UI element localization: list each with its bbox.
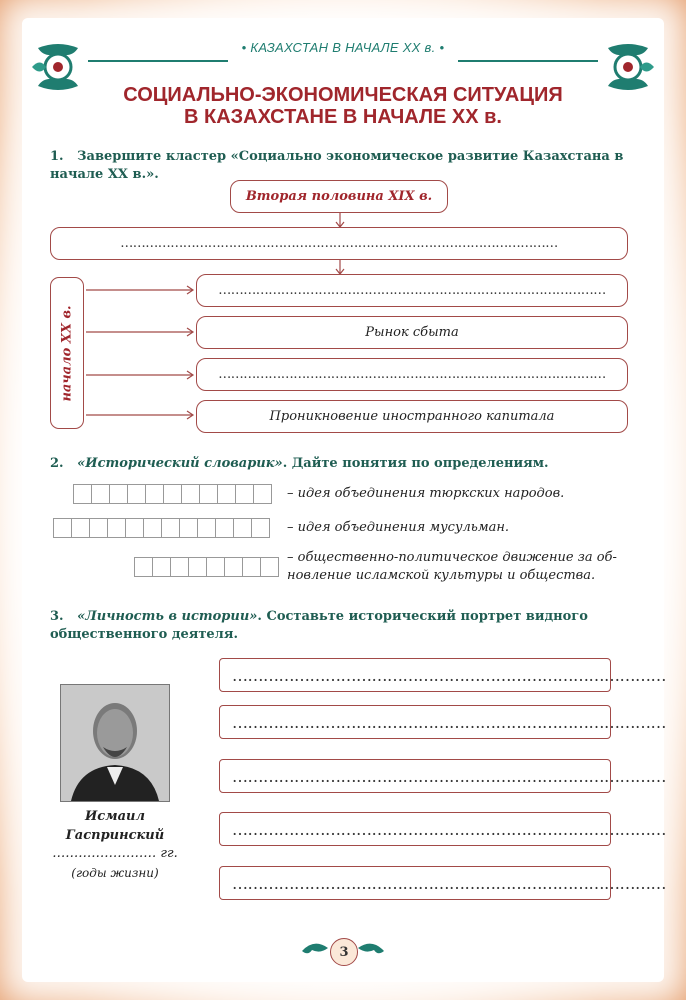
task2-prompt: [50, 455, 640, 473]
letter-cell[interactable]: [197, 518, 216, 538]
letter-cell[interactable]: [53, 518, 72, 538]
answer-line-4[interactable]: [219, 812, 666, 846]
cluster-item-1-text: …………………………………………………………………………………: [218, 283, 606, 298]
letter-cell[interactable]: [217, 484, 236, 504]
title-line-2: В КАЗАХСТАНЕ В НАЧАЛЕ XX в.: [183, 106, 502, 128]
task3-text: . Составьте исторический портрет видного общественного деятеля.: [50, 609, 588, 642]
definition-2: – идея объединения мусульман.: [287, 520, 510, 535]
task2-number: 2.: [50, 456, 64, 471]
letter-grid-2[interactable]: [54, 518, 270, 538]
arrow-down-icon: [334, 259, 346, 275]
task1-number: 1.: [50, 149, 64, 164]
letter-cell[interactable]: [199, 484, 218, 504]
header-rule-left: [88, 60, 228, 62]
letter-cell[interactable]: [170, 557, 189, 577]
connector-arrows-icon: [84, 282, 198, 422]
definition-3-line2: новление исламской культуры и общества.: [287, 568, 596, 583]
portrait-years-note: (годы жизни): [71, 866, 159, 880]
cluster-item-3-text: …………………………………………………………………………………: [218, 367, 606, 382]
letter-cell[interactable]: [215, 518, 234, 538]
letter-grid-1[interactable]: [74, 484, 272, 504]
cluster-item-4: [196, 400, 628, 433]
portrait-photo: [60, 684, 170, 802]
letter-cell[interactable]: [260, 557, 279, 577]
side-label-container: [50, 277, 84, 429]
letter-cell[interactable]: [233, 518, 252, 538]
letter-cell[interactable]: [145, 484, 164, 504]
letter-cell[interactable]: [89, 518, 108, 538]
task1-prompt: [50, 148, 640, 184]
answer-line-1-text: …………………………………………………………………………: [232, 665, 666, 685]
answer-line-3-text: …………………………………………………………………………: [232, 766, 666, 786]
task2-text: . Дайте понятия по определениям.: [282, 456, 549, 471]
portrait-name: [40, 807, 190, 845]
letter-cell[interactable]: [143, 518, 162, 538]
letter-cell[interactable]: [107, 518, 126, 538]
letter-cell[interactable]: [109, 484, 128, 504]
letter-cell[interactable]: [251, 518, 270, 538]
letter-cell[interactable]: [188, 557, 207, 577]
answer-line-2-text: …………………………………………………………………………: [232, 712, 666, 732]
wide-box-dots: ……………………………………………………………………………………………: [120, 236, 558, 251]
page-number: 3: [330, 938, 358, 966]
task3-number: 3.: [50, 609, 64, 624]
letter-cell[interactable]: [73, 484, 92, 504]
letter-cell[interactable]: [242, 557, 261, 577]
portrait-years[interactable]: …………………… гг.: [52, 846, 178, 861]
letter-cell[interactable]: [206, 557, 225, 577]
task1-text: Завершите кластер «Социально экономическое развитие Казахстана в начале XX в.».: [50, 149, 624, 182]
task3-prompt: [50, 608, 640, 644]
answer-line-2[interactable]: [219, 705, 666, 739]
portrait-name-line2: Гаспринский: [65, 828, 165, 843]
cluster-item-2-text: Рынок сбыта: [365, 325, 459, 340]
portrait-image-icon: [61, 685, 169, 801]
answer-line-5-text: …………………………………………………………………………: [232, 873, 666, 893]
running-title: • КАЗАХСТАН В НАЧАЛЕ XX в. •: [241, 40, 445, 55]
cluster-item-3[interactable]: [196, 358, 628, 391]
answer-line-4-text: …………………………………………………………………………: [232, 819, 666, 839]
title-line-1: СОЦИАЛЬНО-ЭКОНОМИЧЕСКАЯ СИТУАЦИЯ: [123, 84, 563, 106]
letter-cell[interactable]: [125, 518, 144, 538]
definition-1: – идея объединения тюркских народов.: [287, 486, 565, 501]
cluster-item-1[interactable]: [196, 274, 628, 307]
cluster-item-4-text: Проникновение иностранного капитала: [269, 409, 555, 424]
task2-title: «Исторический словарик»: [77, 456, 283, 471]
letter-cell[interactable]: [127, 484, 146, 504]
letter-cell[interactable]: [152, 557, 171, 577]
letter-cell[interactable]: [134, 557, 153, 577]
letter-cell[interactable]: [91, 484, 110, 504]
arrow-down-icon: [334, 212, 346, 228]
portrait-name-line1: Исмаил: [85, 809, 145, 824]
answer-line-1[interactable]: [219, 658, 666, 692]
letter-grid-3[interactable]: [135, 557, 279, 577]
answer-line-3[interactable]: [219, 759, 666, 793]
letter-cell[interactable]: [71, 518, 90, 538]
letter-cell[interactable]: [163, 484, 182, 504]
cluster-wide-box[interactable]: [50, 227, 628, 260]
task3-title: «Личность в истории»: [77, 609, 258, 624]
cluster-item-2: [196, 316, 628, 349]
letter-cell[interactable]: [161, 518, 180, 538]
letter-cell[interactable]: [181, 484, 200, 504]
letter-cell[interactable]: [235, 484, 254, 504]
page-title: [0, 84, 686, 128]
letter-cell[interactable]: [224, 557, 243, 577]
definition-3-line1: – общественно-политическое движение за об-: [287, 550, 617, 565]
answer-line-5[interactable]: [219, 866, 666, 900]
letter-cell[interactable]: [179, 518, 198, 538]
letter-cell[interactable]: [253, 484, 272, 504]
cluster-top-box: Вторая половина XIX в.: [230, 180, 448, 213]
header-rule-right: [458, 60, 598, 62]
side-label: начало XX в.: [59, 304, 75, 402]
